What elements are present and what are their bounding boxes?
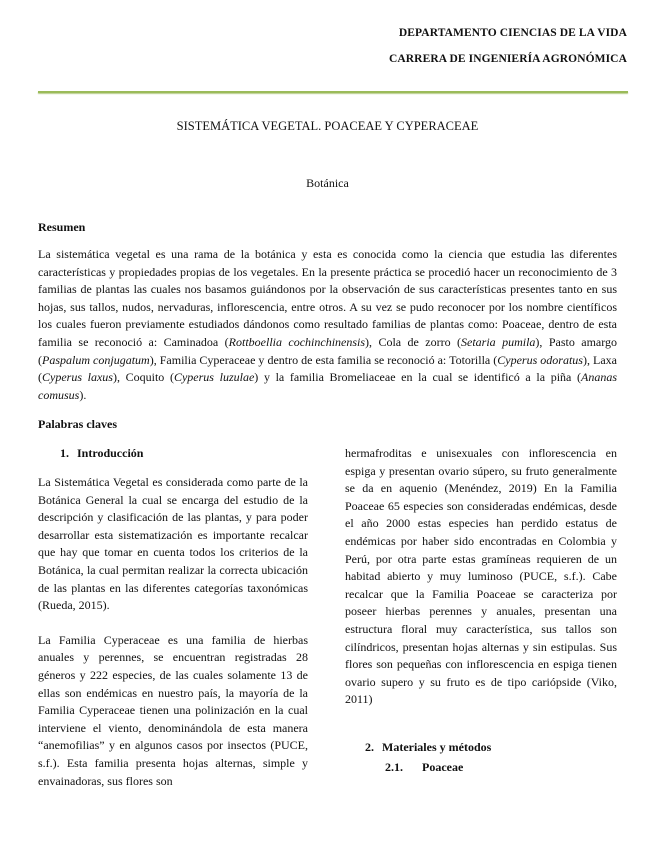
subject-label: Botánica — [306, 176, 349, 190]
species-name: Ananas comusus — [38, 370, 617, 402]
department-header: DEPARTAMENTO CIENCIAS DE LA VIDA — [398, 27, 627, 39]
species-name: Rottboellia cochinchinensis — [228, 334, 366, 349]
intro-paragraph-1: La Sistemática Vegetal es considerada como parte de la Botánica General la cual se encarga del estudio de la descripción y clasificación de las plantas, y para poder desarrollar esta sistematización es importante recalcar que hay que tomar en cuenta todos los criterios de la Botánica, la cual permitan realizar la correcta ubicación de las plantas en las diferentes categorías taxonómicas (Rueda, 2015). — [38, 475, 308, 613]
species-name: Setaria pumila — [461, 334, 536, 349]
species-name: Cyperus luzulae — [173, 370, 255, 385]
career-header: CARRERA DE INGENIERÍA AGRONÓMICA — [388, 53, 627, 65]
species-name: Cyperus laxus — [42, 370, 113, 385]
species-name: Cyperus odoratus — [497, 352, 583, 367]
right-column — [345, 445, 617, 709]
left-column — [38, 474, 308, 790]
section-heading-introduction: 1. Introducción — [60, 446, 144, 460]
intro-paragraph-2: La Familia Cyperaceae es una familia de hierbas anuales y perennes, se encuentran registradas 28 géneros y 222 especies, de las cuales solamente 13 de ellas son endémicas en nuestro país, la mayoría de la Familia Cyperaceae tienen una polinización en la cual interviene el viento, denominándola de esta manera “anemofilias” y en algunos casos por insectos (PUCE, s.f.). Esta familia presenta hojas alternas, simple y envainadoras, sus flores son — [38, 632, 308, 788]
paper-title: SISTEMÁTICA VEGETAL. POACEAE Y CYPERACEAE — [176, 119, 479, 133]
section-heading-methods: 2. Materiales y métodos — [365, 740, 492, 754]
abstract-text: La sistemática vegetal es una rama de la botánica y esta es conocida como la ciencia que estudia las diferentes características y propiedades propias de los vegetales. En la presente práctica se procedió hacer un reconocimiento de 3 familias de plantas las cuales nos basamos guiándonos por la observación de sus características presentes tanto en sus hojas, sus tallos, nudos, nervaduras, inflorescencia, entre otros. A su vez se pudo reconocer por los nombre científicos los cuales fueron previamente estudiados dándonos como resultado familias de plantas como: Poaceae, dentro de esta familia se reconoció a: Caminadoa (Rottboellia cochinchinensis), Cola de zorro (Setaria pumila), Pasto amargo (Paspalum conjugatum), Familia Cyperaceae y dentro de esta familia se reconoció a: Totorilla (Cyperus odoratus), Laxa (Cyperus laxus), Coquito (Cyperus luzulae) y la familia Bromeliaceae en la cual se identificó a la piña (Ananas comusus). — [38, 247, 618, 402]
keywords-heading: Palabras claves — [38, 417, 117, 431]
subsection-heading-poaceae: 2.1. Poaceae — [385, 760, 464, 774]
species-name: Paspalum conjugatum — [42, 352, 150, 367]
intro-paragraph-3: hermafroditas e unisexuales con inflorescencia en espiga y presentan ovario súpero, su fruto generalmente se da en aquenio (Menéndez, 2019) En la Familia Poaceae 65 especies son consideradas endémicas, desde el año 2000 estas especies han perdido estatus de endémicas por haber sido encontradas en Colombia y Perú, por otra parte estas gramíneas requieren de un habitad abierto y muy luminoso (PUCE, s.f.). Cabe recalcar que la Familia Poaceae se caracteriza por poseer hierbas perennes y anuales, presentan una estructura floral muy característica, sus tallos son cilíndricos, presentan hojas alternas y sin estipulas. Sus flores son pequeñas con inflorescencia en espiga tienen ovario supero y su fruto es de tipo cariópside (Viko, 2011) — [345, 446, 617, 707]
abstract-heading: Resumen — [38, 220, 86, 234]
header-divider — [38, 91, 628, 93]
